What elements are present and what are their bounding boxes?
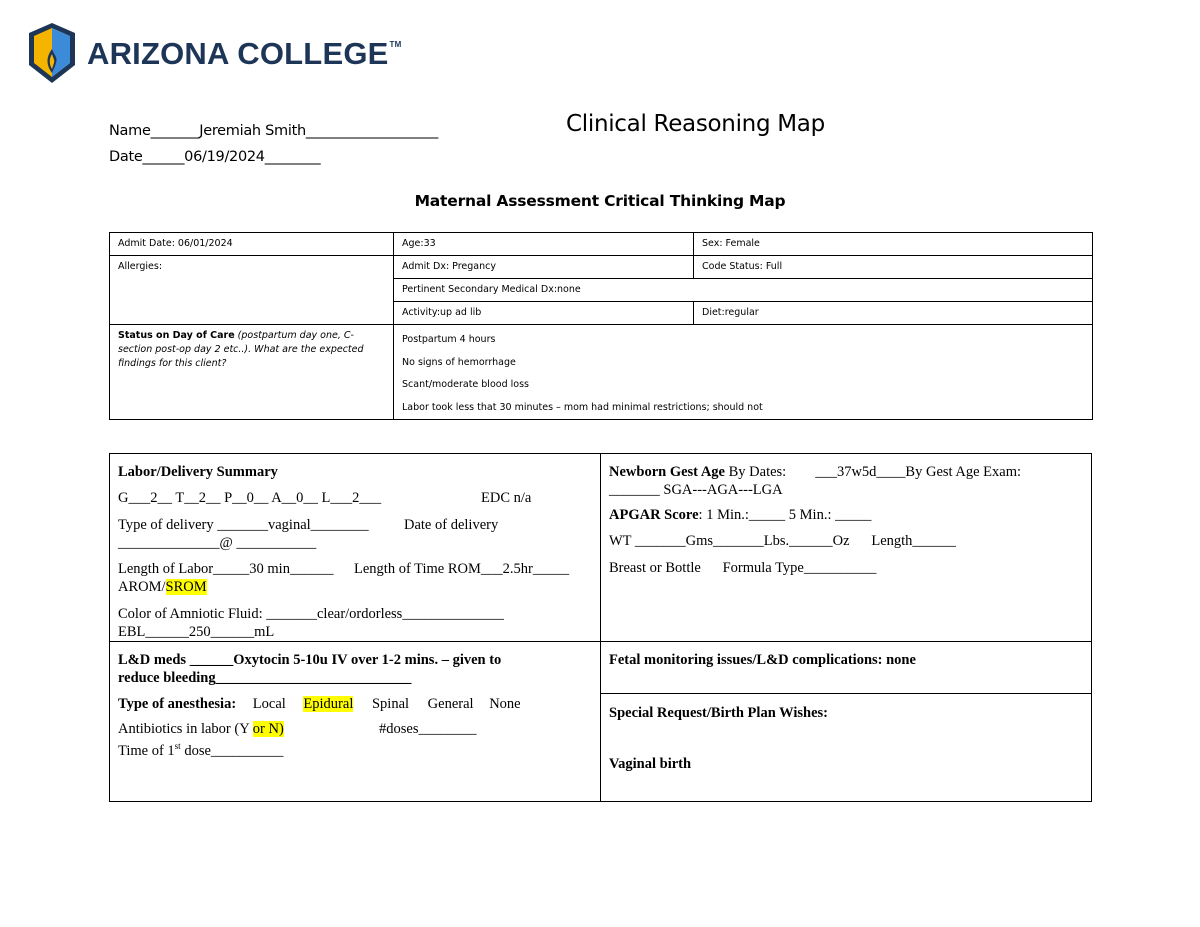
sex-cell: Sex: Female xyxy=(694,233,1093,256)
name-line: Name_______Jeremiah Smith___________________ xyxy=(109,123,438,139)
rupture-type-field: AROM/SROM xyxy=(118,579,207,595)
age-cell: Age:33 xyxy=(394,233,694,256)
code-status-cell: Code Status: Full xyxy=(694,256,1093,279)
amniotic-fluid-field: Color of Amniotic Fluid: _______clear/ordorless______________ xyxy=(118,606,504,622)
date-line: Date______06/19/2024________ xyxy=(109,149,321,165)
feeding-line: Breast or Bottle Formula Type__________ xyxy=(609,560,877,576)
diet-cell: Diet:regular xyxy=(694,302,1093,325)
anesthesia-option-spinal: Spinal xyxy=(371,696,410,712)
delivery-time-field: ______________@ ___________ xyxy=(118,535,317,551)
special-request-value: Vaginal birth xyxy=(609,756,692,772)
ld-meds-line: L&D meds ______Oxytocin 5-10u IV over 1-2 mins. – given to xyxy=(118,652,502,668)
finding-line: No signs of hemorrhage xyxy=(402,356,516,368)
first-dose-field: Time of 1st dose__________ xyxy=(118,741,284,759)
ebl-field: EBL______250______mL xyxy=(118,624,275,640)
gest-size-line: _______ SGA---AGA---LGA xyxy=(609,482,783,498)
special-request-box xyxy=(600,693,1092,802)
labor-length-field: Length of Labor_____30 min______ xyxy=(118,561,334,577)
patient-info-table xyxy=(109,232,1093,420)
anesthesia-option-epidural: Epidural xyxy=(303,696,354,712)
antibiotics-answer-highlight: or N) xyxy=(252,721,284,737)
logo-wordmark: ARIZONA COLLEGE™ xyxy=(87,36,402,71)
finding-line: Labor took less that 30 minutes – mom had minimal restrictions; should not xyxy=(402,401,763,413)
rom-length-field: Length of Time ROM___2.5hr_____ xyxy=(354,561,570,577)
anesthesia-option-local: Local xyxy=(252,696,286,712)
finding-line: Postpartum 4 hours xyxy=(402,334,496,345)
admit-date-cell: Admit Date: 06/01/2024 xyxy=(110,233,394,256)
weight-length-line: WT _______Gms_______Lbs.______Oz Length______ xyxy=(609,533,956,549)
status-question-cell: Status on Day of Care (postpartum day one, C-section post-op day 2 etc..). What are the expected findings for this client? xyxy=(110,325,394,420)
ld-meds-box xyxy=(109,641,601,802)
fetal-monitoring-text: Fetal monitoring issues/L&D complications: none xyxy=(609,652,916,668)
doses-field: #doses________ xyxy=(379,721,477,737)
ld-meds-line-2: reduce bleeding___________________________ xyxy=(118,670,412,686)
antibiotics-line: Antibiotics in labor (Y or N) xyxy=(118,721,284,737)
fetal-monitoring-box xyxy=(600,641,1092,694)
gtpal-line: G___2__ T__2__ P__0__ A__0__ L___2___ xyxy=(118,490,382,506)
allergies-cell: Allergies: xyxy=(110,256,394,325)
apgar-line: APGAR Score: 1 Min.:_____ 5 Min.: _____ xyxy=(609,507,872,523)
edc-field: EDC n/a xyxy=(481,490,532,506)
delivery-type-field: Type of delivery _______vaginal________ xyxy=(118,517,369,533)
anesthesia-line: Type of anesthesia: Local Epidural Spinal General None xyxy=(118,696,521,712)
anesthesia-option-general: General xyxy=(427,696,474,712)
special-request-heading: Special Request/Birth Plan Wishes: xyxy=(609,705,829,721)
status-findings-cell xyxy=(394,325,1093,420)
srom-highlight: SROM xyxy=(165,579,207,595)
activity-cell: Activity:up ad lib xyxy=(394,302,694,325)
anesthesia-option-none: None xyxy=(489,696,521,712)
admit-dx-cell: Admit Dx: Pregancy xyxy=(394,256,694,279)
secondary-dx-cell: Pertinent Secondary Medical Dx:none xyxy=(394,279,1093,302)
map-subtitle: Maternal Assessment Critical Thinking Map xyxy=(414,192,786,210)
delivery-date-label: Date of delivery xyxy=(404,517,499,533)
gest-age-line: Newborn Gest Age By Dates: ___37w5d____By Gest Age Exam: xyxy=(609,464,1022,480)
labor-delivery-summary-box xyxy=(109,453,601,642)
newborn-box xyxy=(600,453,1092,642)
page-title: Clinical Reasoning Map xyxy=(566,111,825,137)
finding-line: Scant/moderate blood loss xyxy=(402,379,529,390)
arizona-college-logo xyxy=(27,21,401,85)
labor-summary-heading: Labor/Delivery Summary xyxy=(118,464,278,480)
shield-logo-icon xyxy=(27,21,77,85)
